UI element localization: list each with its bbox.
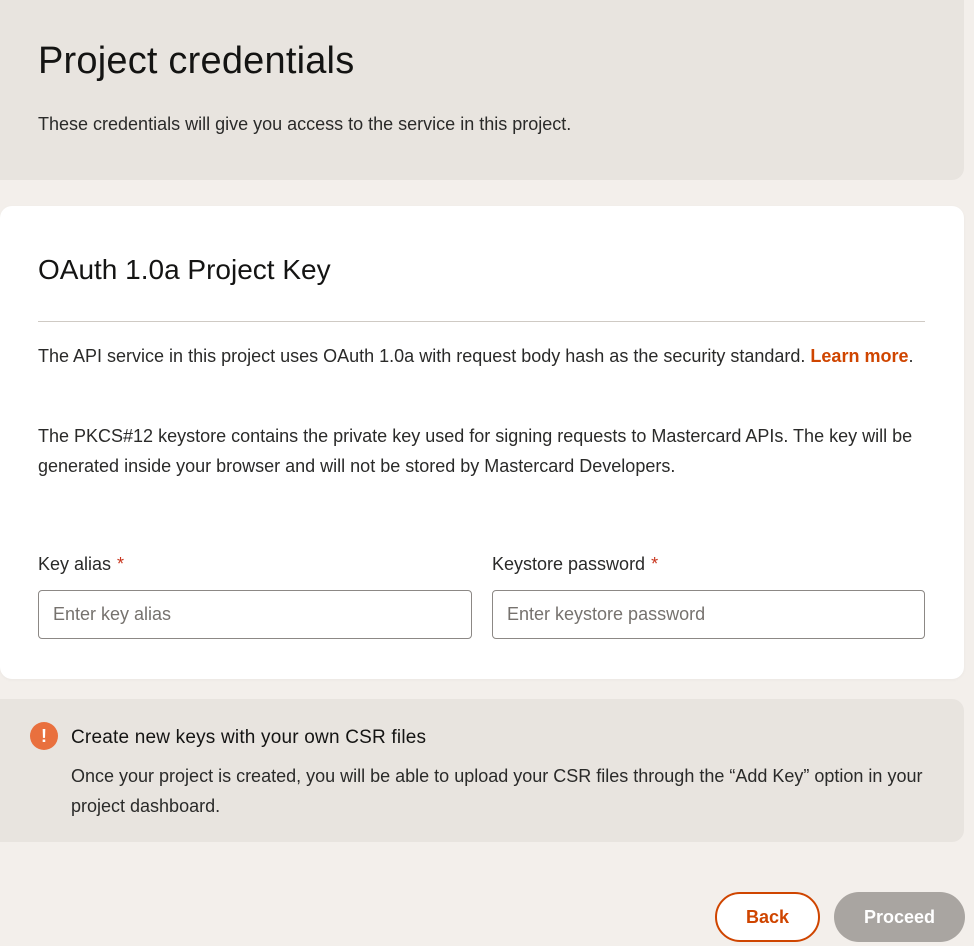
notice-text: Once your project is created, you will be able to upload your CSR files through the “Add Key” option in your project dashboard. xyxy=(71,766,923,816)
header-panel xyxy=(0,0,964,180)
page-subtitle: These credentials will give you access to the service in this project. xyxy=(38,114,572,134)
key-alias-label-text: Key alias xyxy=(38,554,112,574)
page-title: Project credentials xyxy=(38,40,355,82)
keystore-password-input[interactable] xyxy=(492,590,925,639)
required-marker: * xyxy=(651,554,659,574)
csr-notice xyxy=(0,699,964,842)
key-alias-input[interactable] xyxy=(38,590,472,639)
oauth-key-card xyxy=(0,206,964,679)
proceed-button[interactable]: Proceed xyxy=(834,892,965,942)
card-title: OAuth 1.0a Project Key xyxy=(38,254,331,285)
keystore-password-label xyxy=(492,554,658,575)
divider xyxy=(38,321,925,322)
keystore-description: The PKCS#12 keystore contains the private key used for signing requests to Mastercard APIs. The key will be generated inside your browser and will not be stored by Mastercard Developers. xyxy=(38,426,913,476)
period: . xyxy=(908,346,914,366)
keystore-password-label-text: Keystore password xyxy=(492,554,646,574)
security-standard-text xyxy=(38,341,918,371)
required-marker: * xyxy=(117,554,125,574)
notice-title: Create new keys with your own CSR files xyxy=(71,727,427,748)
key-alias-label xyxy=(38,554,124,575)
back-button[interactable]: Back xyxy=(715,892,820,942)
learn-more-link[interactable]: Learn more xyxy=(810,346,909,366)
exclamation-icon: ! xyxy=(30,722,58,750)
security-standard-sentence: The API service in this project uses OAuth 1.0a with request body hash as the security standard. xyxy=(38,346,811,366)
